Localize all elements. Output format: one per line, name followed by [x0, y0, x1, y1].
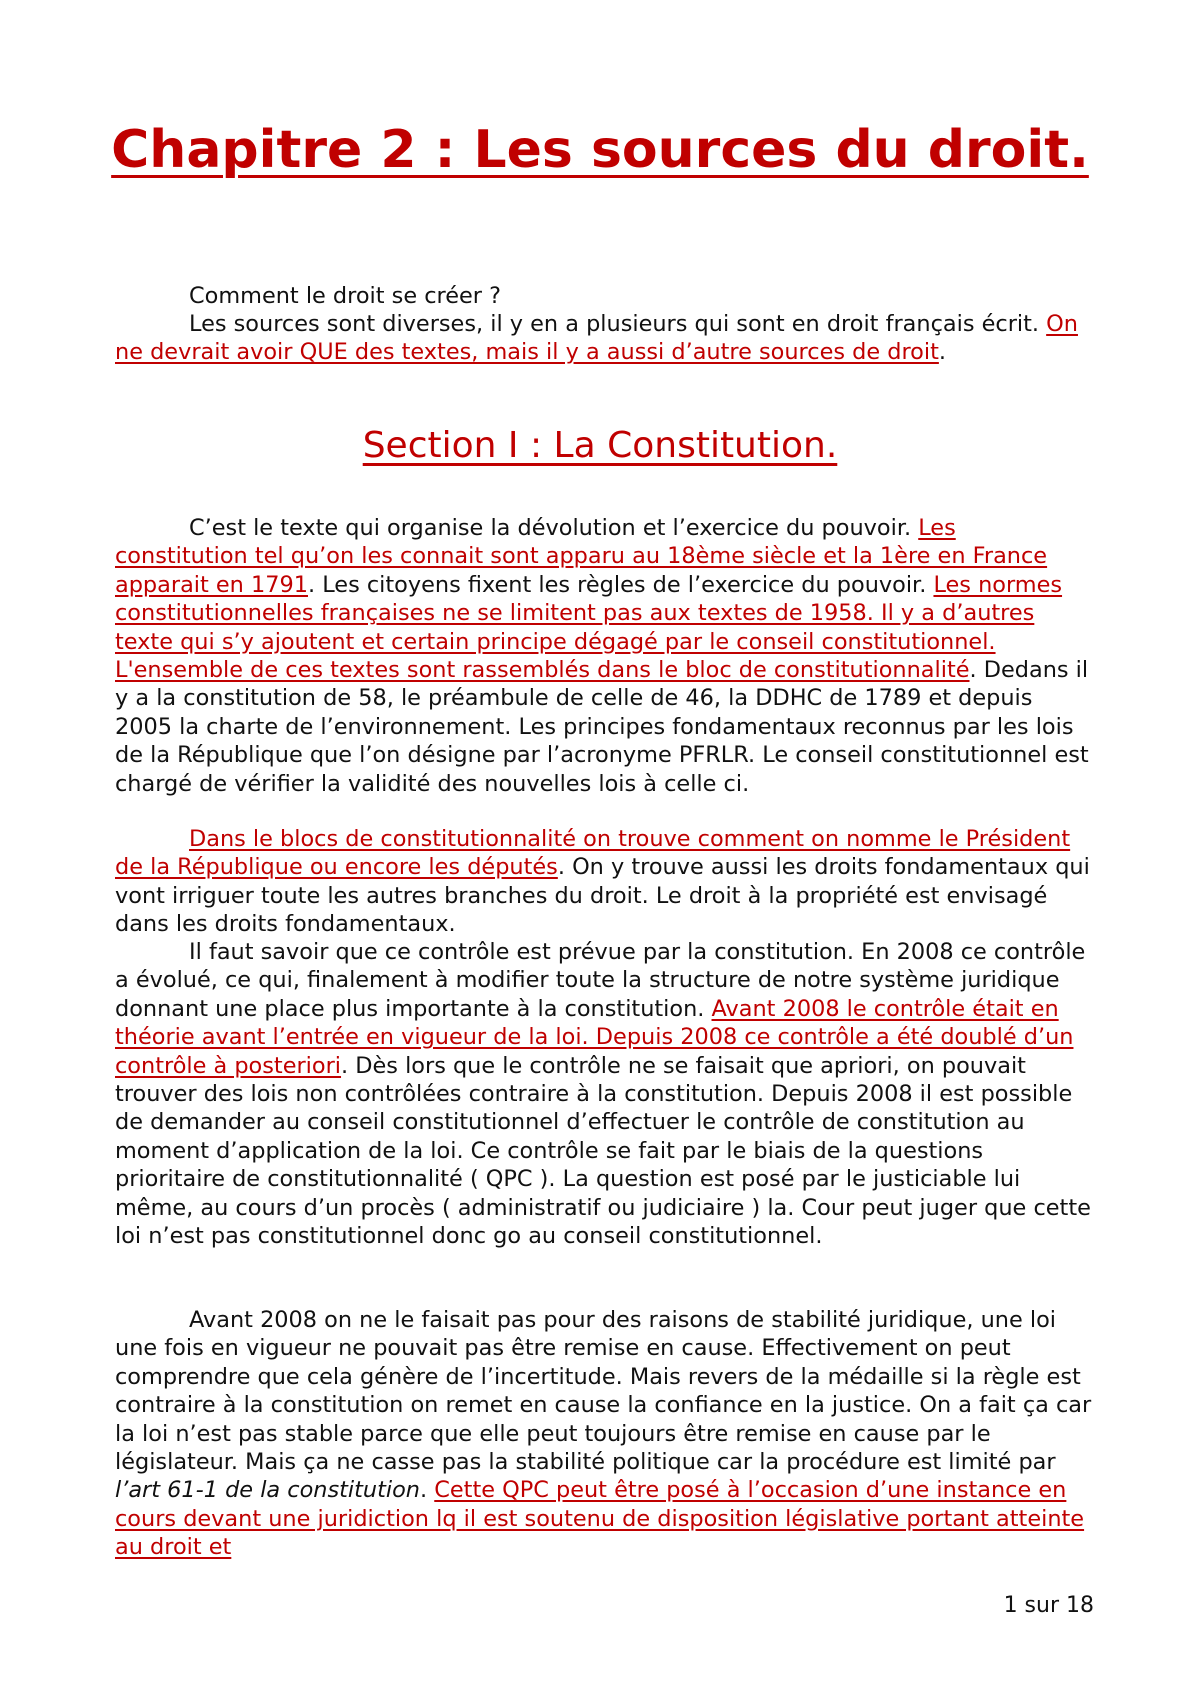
p4-highlight-1: Cette QPC peut être posé à l’occasion d’une instance en cours devant une juridiction lq il est soutenu de disposition législative portant atteinte au droit et	[115, 1477, 1085, 1561]
p3-text-2: . Dès lors que le contrôle ne se faisait que apriori, on pouvait trouver des lois non contrôlées contraire à la constitution. Depuis 2008 il est possible de demander au conseil constitutionnel d’effectuer le contrôle de constitution au moment d’application de la loi. Ce contrôle se fait par le biais de la questions prioritaire de constitutionnalité ( QPC ). La question est posé par le justiciable lui même, au cours d’un procès ( administratif ou judiciaire ) la. Cour peut juger que cette loi n’est pas constitutionnel donc go au conseil constitutionnel.	[115, 1052, 1091, 1250]
p4-text-2: .	[420, 1477, 435, 1504]
intro-question	[115, 282, 1095, 310]
section-heading	[100, 424, 1100, 468]
p4-italic-reference: l’art 61-1 de la constitution	[115, 1477, 420, 1504]
p1-text-2: . Les citoyens fixent les règles de l’exercice du pouvoir.	[307, 571, 934, 598]
p4-text-1: Avant 2008 on ne le faisait pas pour des raisons de stabilité juridique, une loi une fois en vigueur ne pouvait pas être remise en cause. Effectivement on peut comprendre que cela génère de l’incertitude. Mais revers de la médaille si la règle est contraire à la constitution on remet en cause la confiance en la justice. On a fait ça car la loi n’est pas stable parce que elle peut toujours être remise en cause par le législateur. Mais ça ne casse pas la stabilité politique car la procédure est limité par	[115, 1307, 1092, 1476]
p3-highlight-1: Avant 2008 le contrôle était en théorie avant l’entrée en vigueur de la loi. Depuis 2008 ce contrôle a été doublé d’un contrôle à posteriori	[115, 995, 1074, 1079]
intro-end: .	[938, 339, 946, 366]
p2-text-1: . On y trouve aussi les droits fondamentaux qui vont irriguer toute les autres branches du droit. Le droit à la propriété est envisagé dans les droits fondamentaux.	[115, 854, 1090, 938]
section-paragraph-3	[115, 938, 1095, 1250]
section-paragraph-4	[115, 1306, 1095, 1562]
p2-highlight-1: Dans le blocs de constitutionnalité on trouve comment on nomme le Président de la République ou encore les députés	[115, 826, 1071, 881]
page-number: 1 sur 18	[1003, 1593, 1094, 1618]
section-paragraph-1	[115, 514, 1095, 798]
section-heading-text: Section I : La Constitution.	[362, 425, 838, 466]
chapter-title-text: Chapitre 2 : Les sources du droit.	[111, 120, 1089, 180]
p1-text-1: C’est le texte qui organise la dévolution et l’exercice du pouvoir.	[189, 515, 919, 541]
p1-text-3: . Dedans il y a la constitution de 58, le préambule de celle de 46, la DDHC de 1789 et depuis 2005 la charte de l’environnement. Les principes fondamentaux reconnus par les lois de la République que l’on désigne par l’acronyme PFRLR. Le conseil constitutionnel est chargé de vérifier la validité des nouvelles lois à celle ci.	[115, 657, 1089, 797]
p1-highlight-1: Les constitution tel qu’on les connait sont apparu au 18ème siècle et la 1ère en France apparait en 1791	[115, 515, 1048, 598]
p1-highlight-2: Les normes constitutionnelles françaises ne se limitent pas aux textes de 1958. Il y a d’autres texte qui s’y ajoutent et certain principe dégagé par le conseil constitutionnel. L'ensemble de ces textes sont rassemblés dans le bloc de constitutionnalité	[115, 571, 1063, 684]
intro-paragraph	[115, 310, 1095, 367]
intro-highlight: On ne devrait avoir QUE des textes, mais il y a aussi d’autre sources de droit	[115, 311, 1078, 366]
intro-question-text: Comment le droit se créer ?	[189, 283, 502, 309]
p3-text-1: Il faut savoir que ce contrôle est prévue par la constitution. En 2008 ce contrôle a évolué, ce qui, finalement à modifier toute la structure de notre système juridique donnant une place plus importante à la constitution.	[115, 939, 1086, 1022]
intro-text: Les sources sont diverses, il y en a plusieurs qui sont en droit français écrit.	[189, 311, 1047, 337]
section-paragraph-2	[115, 825, 1095, 939]
chapter-title	[100, 115, 1100, 185]
